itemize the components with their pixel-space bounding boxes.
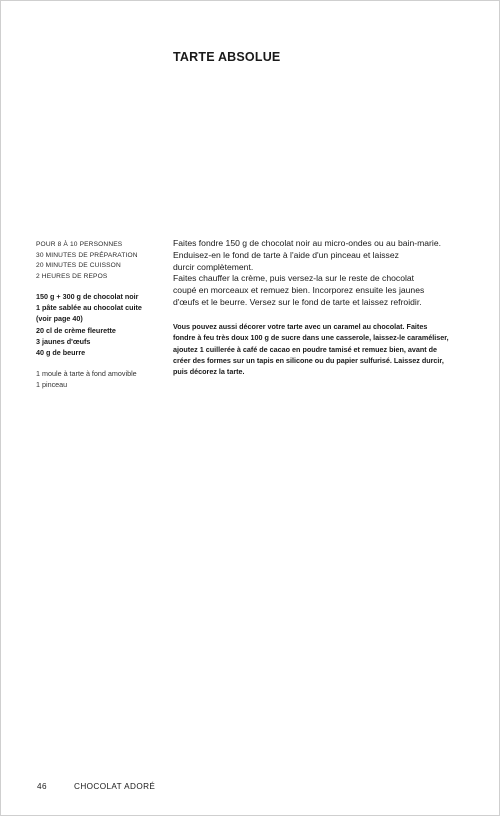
instruction-line: d'œufs et le beurre. Versez sur le fond de tarte et laissez refroidir. xyxy=(173,296,422,307)
instructions-paragraph xyxy=(173,238,463,309)
instruction-line: Enduisez-en le fond de tarte à l'aide d'un pinceau et laissez xyxy=(173,249,399,260)
instruction-line: coupé en morceaux et remuez bien. Incorporez ensuite les jaunes xyxy=(173,285,425,296)
recipe-instructions xyxy=(173,238,463,378)
cook-time-text: 20 MINUTES DE CUISSON xyxy=(36,262,121,269)
ingredient-item: 1 pâte sablée au chocolat cuite xyxy=(36,303,142,313)
tip-line: fondre à feu très doux 100 g de sucre dans une casserole, laissez-le caraméliser, xyxy=(173,333,449,343)
ingredient-item: 40 g de beurre xyxy=(36,348,86,358)
servings-text: POUR 8 À 10 PERSONNES xyxy=(36,241,123,248)
ingredient-list xyxy=(36,291,166,358)
tip-line: créer des formes sur un tapis en silicone ou du papier sulfurisé. Laissez durcir, xyxy=(173,356,444,365)
ingredient-item: (voir page 40) xyxy=(36,314,83,324)
recipe-meta xyxy=(36,240,166,282)
ingredient-item: 20 cl de crème fleurette xyxy=(36,325,116,335)
page-footer xyxy=(37,782,155,791)
ingredient-item: 150 g + 300 g de chocolat noir xyxy=(36,292,139,301)
instruction-line: Faites chauffer la crème, puis versez-la sur le reste de chocolat xyxy=(173,273,415,284)
tip-line: puis décorez la tarte. xyxy=(173,367,245,377)
tip-line: Vous pouvez aussi décorer votre tarte avec un caramel au chocolat. Faites xyxy=(173,321,428,331)
recipe-sidebar xyxy=(36,240,166,391)
recipe-title: TARTE ABSOLUE xyxy=(173,50,281,64)
page-number: 46 xyxy=(37,782,47,791)
rest-time-text: 2 HEURES DE REPOS xyxy=(36,272,108,280)
equipment-item: 1 moule à tarte à fond amovible xyxy=(36,369,137,379)
equipment-item: 1 pinceau xyxy=(36,380,68,390)
prep-time-text: 30 MINUTES DE PRÉPARATION xyxy=(36,251,138,259)
tip-paragraph xyxy=(173,321,463,378)
book-title: CHOCOLAT ADORÉ xyxy=(74,782,156,791)
tip-line: ajoutez 1 cuillerée à café de cacao en poudre tamisé et remuez bien, avant de xyxy=(173,344,438,354)
instruction-line: durcir complètement. xyxy=(173,261,254,272)
instruction-line: Faites fondre 150 g de chocolat noir au micro-ondes ou au bain-marie. xyxy=(173,238,441,248)
ingredient-item: 3 jaunes d'œufs xyxy=(36,336,91,346)
equipment-list xyxy=(36,368,166,390)
